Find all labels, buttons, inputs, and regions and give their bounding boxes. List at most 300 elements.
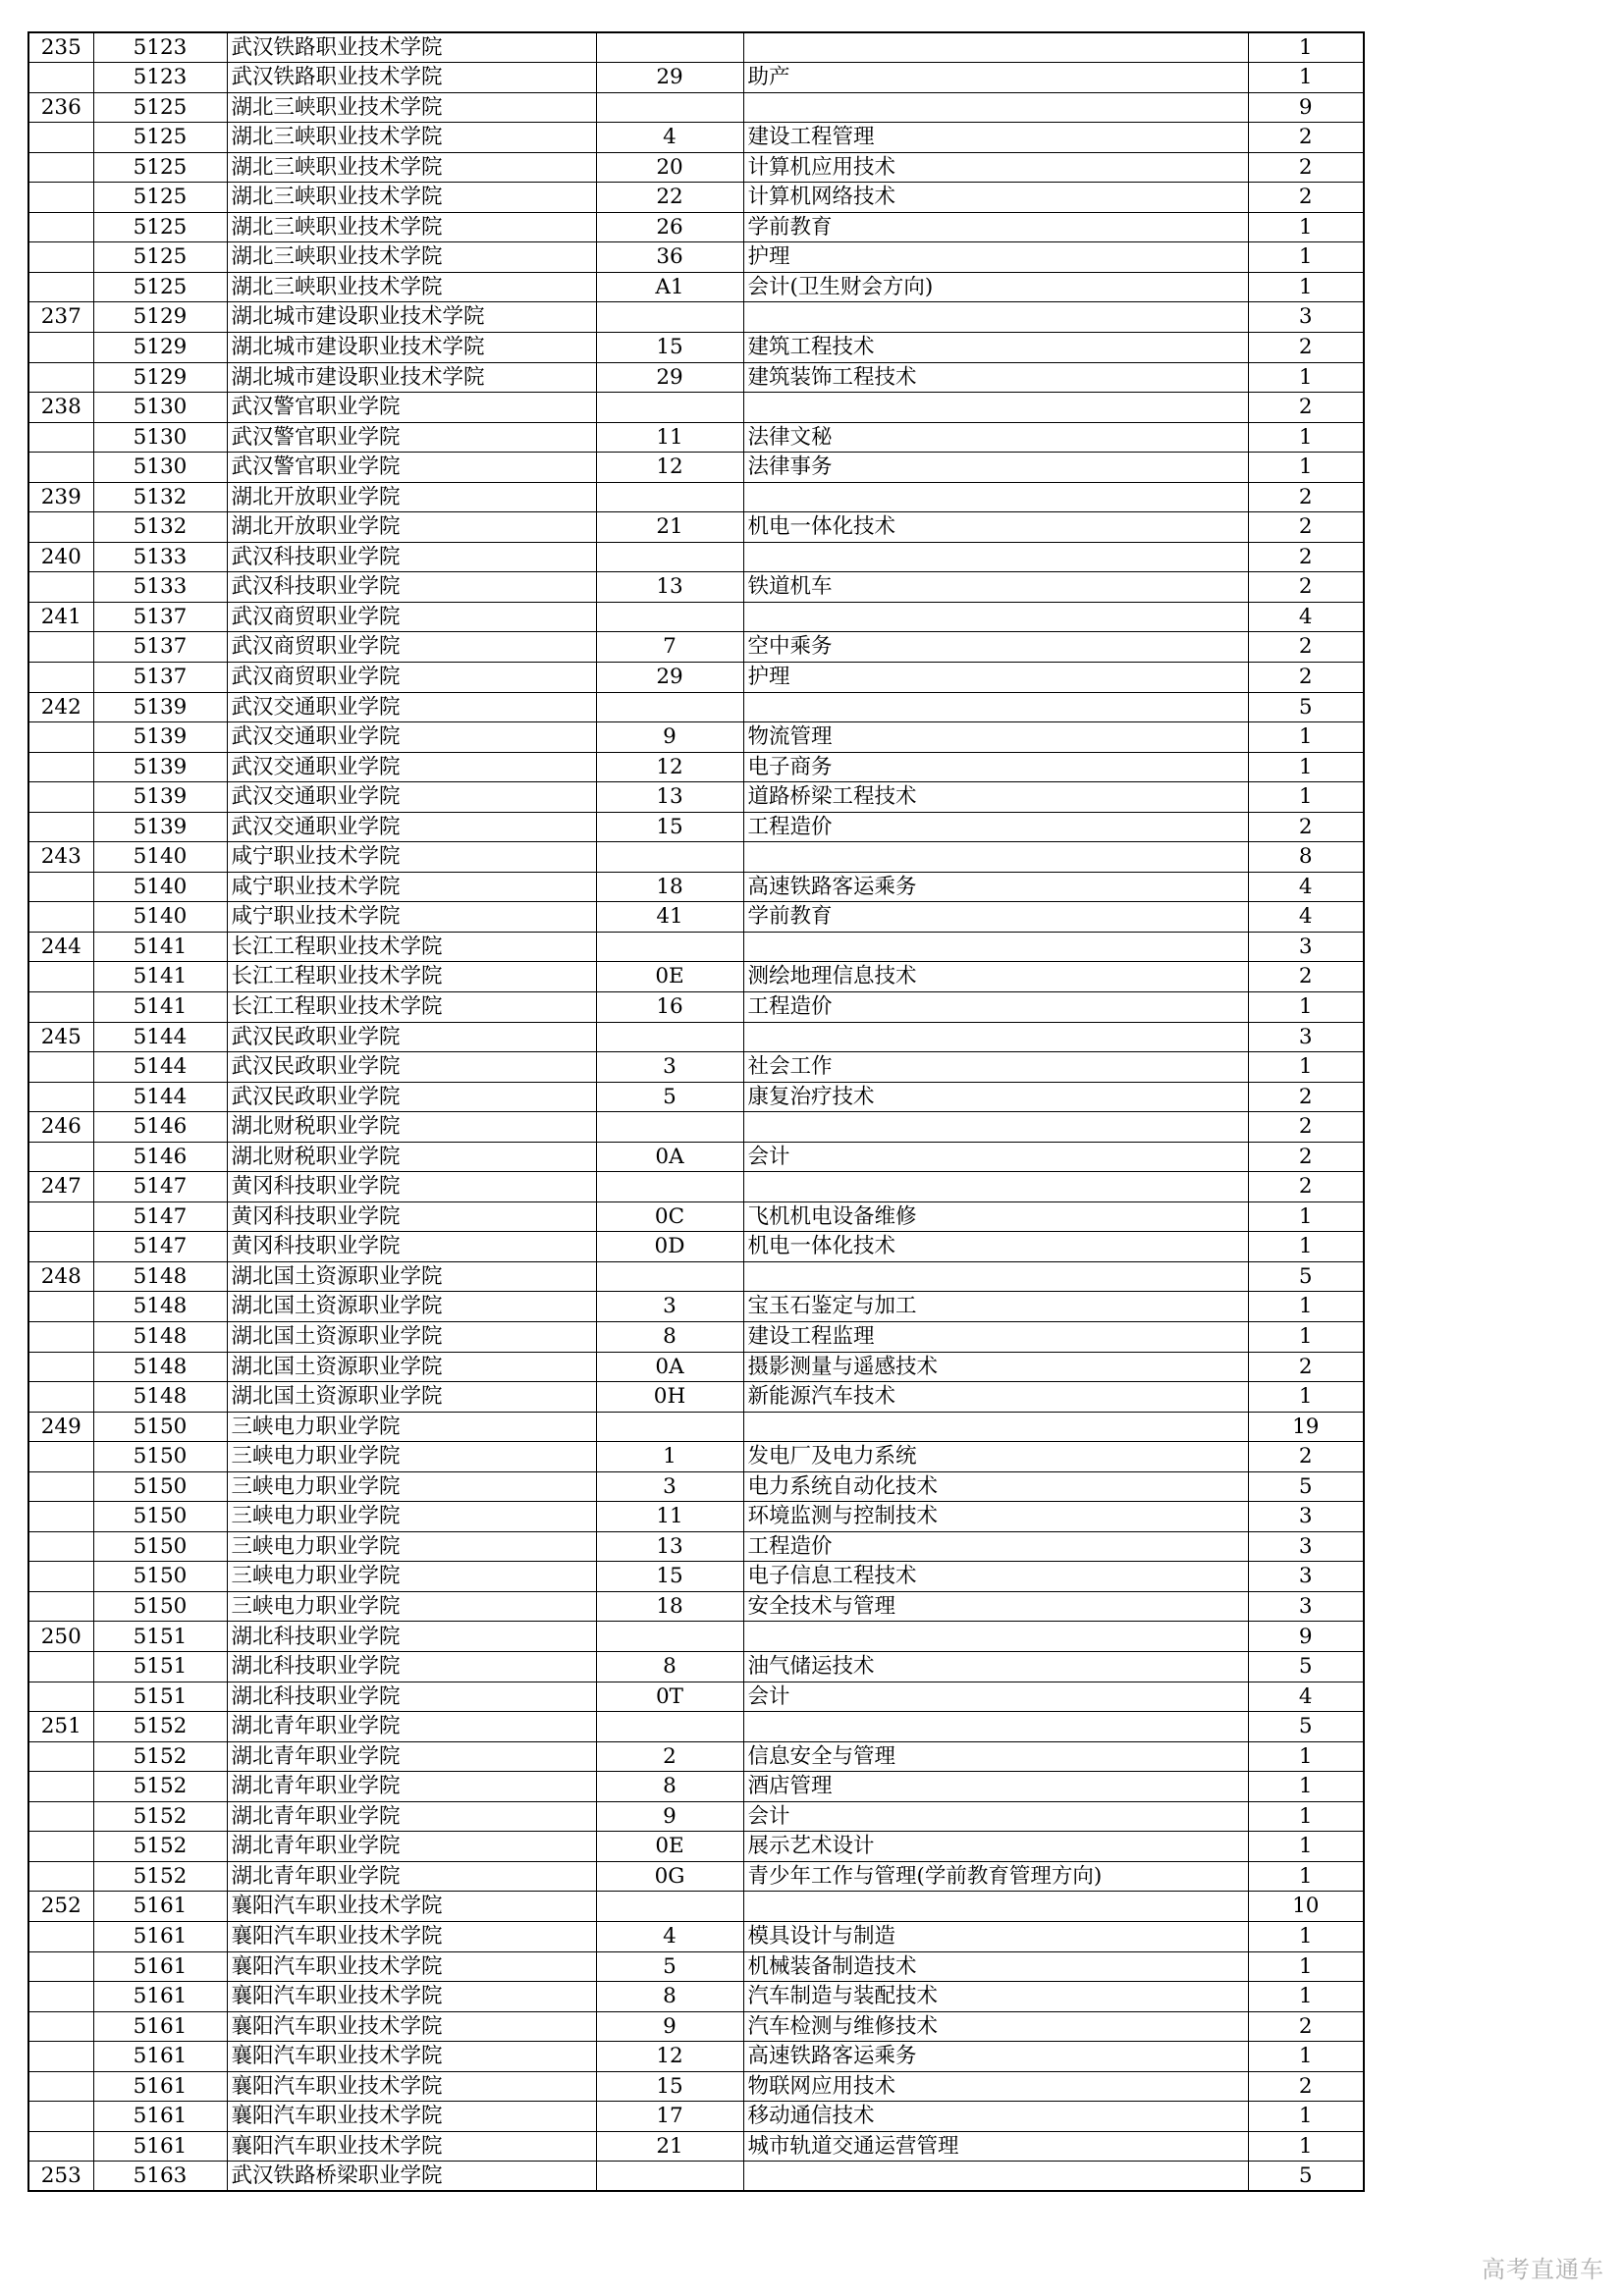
cell-sequence <box>28 1142 93 1172</box>
cell-sequence: 243 <box>28 842 93 873</box>
cell-school-code: 5161 <box>93 2102 227 2132</box>
table-row <box>28 1471 1364 1502</box>
cell-major-name <box>743 2162 1248 2192</box>
cell-plan-count: 1 <box>1248 453 1364 483</box>
table-row <box>28 2042 1364 2072</box>
watermark: 高考直通车 <box>1482 2256 1604 2283</box>
cell-major-name: 工程造价 <box>743 1531 1248 1562</box>
table-row <box>28 2162 1364 2192</box>
cell-school-code: 5130 <box>93 453 227 483</box>
cell-school-name: 三峡电力职业学院 <box>227 1442 596 1472</box>
table-row <box>28 662 1364 692</box>
cell-plan-count: 1 <box>1248 722 1364 753</box>
cell-school-name: 襄阳汽车职业技术学院 <box>227 1951 596 1982</box>
cell-sequence <box>28 962 93 992</box>
cell-school-code: 5129 <box>93 362 227 393</box>
table-row <box>28 1652 1364 1682</box>
cell-major-code: 4 <box>596 123 743 153</box>
cell-major-name <box>743 1622 1248 1652</box>
table-row <box>28 1591 1364 1622</box>
cell-plan-count: 1 <box>1248 1201 1364 1232</box>
cell-school-code: 5125 <box>93 272 227 302</box>
cell-plan-count: 1 <box>1248 422 1364 453</box>
cell-major-code: 12 <box>596 2042 743 2072</box>
cell-major-code: 36 <box>596 242 743 273</box>
cell-sequence <box>28 722 93 753</box>
cell-major-code <box>596 1892 743 1922</box>
cell-plan-count: 2 <box>1248 1442 1364 1472</box>
cell-major-name: 会计(卫生财会方向) <box>743 272 1248 302</box>
table-row <box>28 842 1364 873</box>
cell-major-name: 移动通信技术 <box>743 2102 1248 2132</box>
table-body <box>28 32 1364 2191</box>
cell-school-code: 5161 <box>93 1892 227 1922</box>
cell-school-name: 黄冈科技职业学院 <box>227 1172 596 1202</box>
cell-sequence <box>28 1741 93 1772</box>
cell-sequence <box>28 872 93 902</box>
cell-major-code: 22 <box>596 183 743 213</box>
cell-major-name <box>743 92 1248 123</box>
table-row <box>28 932 1364 962</box>
cell-school-name: 湖北科技职业学院 <box>227 1622 596 1652</box>
cell-major-code: 0C <box>596 1201 743 1232</box>
cell-school-name: 长江工程职业技术学院 <box>227 932 596 962</box>
table-row <box>28 1142 1364 1172</box>
cell-school-name: 湖北青年职业学院 <box>227 1712 596 1742</box>
cell-school-name: 黄冈科技职业学院 <box>227 1201 596 1232</box>
cell-sequence: 246 <box>28 1112 93 1143</box>
cell-sequence <box>28 1531 93 1562</box>
cell-sequence <box>28 1382 93 1413</box>
cell-school-code: 5151 <box>93 1622 227 1652</box>
cell-school-name: 襄阳汽车职业技术学院 <box>227 2102 596 2132</box>
table-row <box>28 512 1364 543</box>
table-row <box>28 1741 1364 1772</box>
cell-major-code: 3 <box>596 1471 743 1502</box>
cell-major-code: 18 <box>596 1591 743 1622</box>
table-row <box>28 302 1364 333</box>
cell-sequence <box>28 1772 93 1802</box>
cell-major-name <box>743 302 1248 333</box>
table-row <box>28 1892 1364 1922</box>
cell-school-code: 5139 <box>93 752 227 782</box>
table-row <box>28 1951 1364 1982</box>
cell-major-name: 高速铁路客运乘务 <box>743 2042 1248 2072</box>
cell-sequence <box>28 1292 93 1322</box>
cell-major-code: 13 <box>596 1531 743 1562</box>
table-row <box>28 602 1364 632</box>
cell-major-code: 13 <box>596 572 743 603</box>
cell-plan-count: 4 <box>1248 902 1364 933</box>
cell-school-code: 5144 <box>93 1082 227 1112</box>
cell-major-name: 铁道机车 <box>743 572 1248 603</box>
cell-plan-count: 2 <box>1248 123 1364 153</box>
table-row <box>28 32 1364 63</box>
cell-major-name: 油气储运技术 <box>743 1652 1248 1682</box>
cell-major-code <box>596 692 743 722</box>
cell-major-name: 工程造价 <box>743 992 1248 1023</box>
table-row <box>28 1682 1364 1712</box>
table-row <box>28 632 1364 663</box>
cell-plan-count: 2 <box>1248 1112 1364 1143</box>
cell-major-name: 酒店管理 <box>743 1772 1248 1802</box>
cell-school-name: 湖北三峡职业技术学院 <box>227 183 596 213</box>
cell-major-name: 会计 <box>743 1142 1248 1172</box>
cell-school-name: 黄冈科技职业学院 <box>227 1232 596 1262</box>
cell-school-code: 5123 <box>93 32 227 63</box>
cell-major-code: 0E <box>596 1832 743 1862</box>
cell-major-name: 护理 <box>743 242 1248 273</box>
cell-sequence <box>28 1921 93 1951</box>
cell-plan-count: 2 <box>1248 512 1364 543</box>
cell-sequence <box>28 453 93 483</box>
cell-school-name: 湖北城市建设职业技术学院 <box>227 332 596 362</box>
cell-major-name: 展示艺术设计 <box>743 1832 1248 1862</box>
cell-school-name: 武汉铁路职业技术学院 <box>227 32 596 63</box>
cell-major-code <box>596 482 743 512</box>
cell-major-name: 城市轨道交通运营管理 <box>743 2131 1248 2162</box>
cell-school-code: 5132 <box>93 512 227 543</box>
cell-plan-count: 2 <box>1248 2011 1364 2042</box>
cell-sequence <box>28 332 93 362</box>
cell-school-name: 襄阳汽车职业技术学院 <box>227 1921 596 1951</box>
cell-major-code: 9 <box>596 1801 743 1832</box>
cell-plan-count: 1 <box>1248 1801 1364 1832</box>
table-row <box>28 482 1364 512</box>
table-row <box>28 812 1364 842</box>
cell-major-code: 8 <box>596 1652 743 1682</box>
cell-school-name: 三峡电力职业学院 <box>227 1412 596 1442</box>
cell-major-code <box>596 932 743 962</box>
cell-major-code <box>596 842 743 873</box>
cell-major-name: 汽车制造与装配技术 <box>743 1982 1248 2012</box>
cell-major-code: 15 <box>596 812 743 842</box>
cell-school-code: 5139 <box>93 812 227 842</box>
cell-major-code: 0H <box>596 1382 743 1413</box>
cell-plan-count: 3 <box>1248 1022 1364 1052</box>
cell-plan-count: 1 <box>1248 1861 1364 1892</box>
cell-major-code: 5 <box>596 1951 743 1982</box>
cell-major-code: 3 <box>596 1292 743 1322</box>
cell-school-code: 5139 <box>93 692 227 722</box>
cell-sequence <box>28 422 93 453</box>
cell-school-code: 5150 <box>93 1471 227 1502</box>
cell-sequence <box>28 1682 93 1712</box>
cell-major-name: 机电一体化技术 <box>743 512 1248 543</box>
cell-major-code <box>596 1112 743 1143</box>
cell-sequence <box>28 1352 93 1382</box>
cell-school-code: 5148 <box>93 1352 227 1382</box>
cell-plan-count: 2 <box>1248 183 1364 213</box>
cell-major-name: 测绘地理信息技术 <box>743 962 1248 992</box>
cell-school-name: 湖北开放职业学院 <box>227 482 596 512</box>
cell-major-code: 21 <box>596 2131 743 2162</box>
cell-sequence <box>28 1442 93 1472</box>
cell-sequence <box>28 1591 93 1622</box>
cell-school-code: 5139 <box>93 782 227 813</box>
cell-major-code <box>596 1022 743 1052</box>
cell-school-name: 三峡电力职业学院 <box>227 1562 596 1592</box>
cell-sequence <box>28 1861 93 1892</box>
table-row <box>28 1982 1364 2012</box>
cell-school-name: 武汉商贸职业学院 <box>227 632 596 663</box>
cell-major-code: 20 <box>596 152 743 183</box>
cell-school-code: 5151 <box>93 1652 227 1682</box>
cell-major-name: 法律文秘 <box>743 422 1248 453</box>
cell-school-name: 湖北青年职业学院 <box>227 1861 596 1892</box>
cell-major-code: 0T <box>596 1682 743 1712</box>
cell-school-name: 湖北财税职业学院 <box>227 1142 596 1172</box>
cell-major-name <box>743 692 1248 722</box>
cell-school-name: 湖北国土资源职业学院 <box>227 1292 596 1322</box>
cell-major-code: 8 <box>596 1322 743 1353</box>
cell-plan-count: 2 <box>1248 662 1364 692</box>
cell-school-code: 5123 <box>93 63 227 93</box>
cell-major-name: 建筑工程技术 <box>743 332 1248 362</box>
cell-major-code: 3 <box>596 1052 743 1083</box>
table-row <box>28 2071 1364 2102</box>
cell-sequence: 251 <box>28 1712 93 1742</box>
cell-school-code: 5144 <box>93 1022 227 1052</box>
cell-plan-count: 3 <box>1248 932 1364 962</box>
cell-school-code: 5161 <box>93 1982 227 2012</box>
cell-sequence <box>28 1801 93 1832</box>
cell-plan-count: 2 <box>1248 542 1364 572</box>
cell-plan-count: 2 <box>1248 632 1364 663</box>
table-row <box>28 1292 1364 1322</box>
cell-plan-count: 1 <box>1248 2131 1364 2162</box>
table-row <box>28 1772 1364 1802</box>
cell-plan-count: 2 <box>1248 1142 1364 1172</box>
cell-plan-count: 5 <box>1248 1652 1364 1682</box>
cell-plan-count: 1 <box>1248 1322 1364 1353</box>
cell-major-code: 21 <box>596 512 743 543</box>
cell-sequence: 252 <box>28 1892 93 1922</box>
cell-school-code: 5152 <box>93 1801 227 1832</box>
cell-school-code: 5129 <box>93 332 227 362</box>
cell-school-name: 襄阳汽车职业技术学院 <box>227 1982 596 2012</box>
cell-sequence <box>28 1652 93 1682</box>
cell-school-code: 5161 <box>93 2042 227 2072</box>
cell-major-code: 7 <box>596 632 743 663</box>
cell-school-code: 5161 <box>93 1951 227 1982</box>
cell-sequence <box>28 572 93 603</box>
cell-school-name: 武汉民政职业学院 <box>227 1082 596 1112</box>
cell-school-code: 5130 <box>93 422 227 453</box>
cell-school-code: 5152 <box>93 1741 227 1772</box>
cell-school-code: 5146 <box>93 1112 227 1143</box>
cell-plan-count: 2 <box>1248 332 1364 362</box>
cell-plan-count: 1 <box>1248 272 1364 302</box>
cell-school-name: 湖北青年职业学院 <box>227 1801 596 1832</box>
cell-major-name: 物流管理 <box>743 722 1248 753</box>
table-row <box>28 692 1364 722</box>
table-row <box>28 1352 1364 1382</box>
cell-school-code: 5140 <box>93 842 227 873</box>
table-row <box>28 1502 1364 1532</box>
cell-major-code: 29 <box>596 662 743 692</box>
cell-school-name: 咸宁职业技术学院 <box>227 902 596 933</box>
cell-plan-count: 5 <box>1248 1471 1364 1502</box>
cell-sequence: 244 <box>28 932 93 962</box>
cell-sequence: 240 <box>28 542 93 572</box>
cell-school-code: 5152 <box>93 1712 227 1742</box>
cell-major-name: 空中乘务 <box>743 632 1248 663</box>
cell-sequence: 242 <box>28 692 93 722</box>
cell-sequence <box>28 123 93 153</box>
cell-major-code <box>596 1261 743 1292</box>
cell-major-code: 13 <box>596 782 743 813</box>
table-row <box>28 393 1364 423</box>
cell-sequence: 253 <box>28 2162 93 2192</box>
cell-sequence <box>28 63 93 93</box>
cell-major-code <box>596 542 743 572</box>
cell-major-name: 学前教育 <box>743 902 1248 933</box>
table-row <box>28 362 1364 393</box>
cell-major-name: 计算机网络技术 <box>743 183 1248 213</box>
cell-school-code: 5144 <box>93 1052 227 1083</box>
table-row <box>28 1832 1364 1862</box>
cell-school-name: 湖北国土资源职业学院 <box>227 1261 596 1292</box>
table-row <box>28 722 1364 753</box>
cell-sequence <box>28 632 93 663</box>
cell-sequence: 241 <box>28 602 93 632</box>
table-row <box>28 183 1364 213</box>
cell-major-code: 0D <box>596 1232 743 1262</box>
cell-school-name: 武汉铁路职业技术学院 <box>227 63 596 93</box>
cell-major-name <box>743 1712 1248 1742</box>
cell-major-code: 17 <box>596 2102 743 2132</box>
cell-major-code: 0A <box>596 1352 743 1382</box>
cell-plan-count: 2 <box>1248 152 1364 183</box>
cell-school-name: 湖北科技职业学院 <box>227 1682 596 1712</box>
cell-sequence: 239 <box>28 482 93 512</box>
cell-school-name: 武汉警官职业学院 <box>227 422 596 453</box>
table-row <box>28 1382 1364 1413</box>
cell-plan-count: 2 <box>1248 1172 1364 1202</box>
cell-sequence <box>28 152 93 183</box>
table-row <box>28 123 1364 153</box>
cell-plan-count: 3 <box>1248 302 1364 333</box>
cell-major-name: 青少年工作与管理(学前教育管理方向) <box>743 1861 1248 1892</box>
cell-plan-count: 2 <box>1248 812 1364 842</box>
cell-school-code: 5150 <box>93 1502 227 1532</box>
cell-sequence <box>28 2131 93 2162</box>
cell-school-code: 5133 <box>93 542 227 572</box>
cell-major-code: 0A <box>596 1142 743 1172</box>
cell-school-name: 湖北青年职业学院 <box>227 1772 596 1802</box>
cell-major-code: 5 <box>596 1082 743 1112</box>
table-row <box>28 1442 1364 1472</box>
cell-major-code: 1 <box>596 1442 743 1472</box>
cell-plan-count: 3 <box>1248 1562 1364 1592</box>
cell-plan-count: 1 <box>1248 1772 1364 1802</box>
cell-major-code <box>596 1172 743 1202</box>
cell-school-name: 湖北国土资源职业学院 <box>227 1352 596 1382</box>
cell-plan-count: 1 <box>1248 1832 1364 1862</box>
cell-major-name: 建筑装饰工程技术 <box>743 362 1248 393</box>
cell-major-name: 信息安全与管理 <box>743 1741 1248 1772</box>
cell-sequence <box>28 2042 93 2072</box>
cell-school-name: 湖北三峡职业技术学院 <box>227 242 596 273</box>
cell-plan-count: 5 <box>1248 1712 1364 1742</box>
cell-school-name: 武汉铁路桥梁职业学院 <box>227 2162 596 2192</box>
table-row <box>28 992 1364 1023</box>
cell-school-name: 湖北城市建设职业技术学院 <box>227 362 596 393</box>
cell-major-name: 电子商务 <box>743 752 1248 782</box>
cell-school-name: 武汉交通职业学院 <box>227 692 596 722</box>
cell-major-name: 康复治疗技术 <box>743 1082 1248 1112</box>
cell-school-name: 武汉交通职业学院 <box>227 752 596 782</box>
cell-sequence <box>28 662 93 692</box>
cell-school-code: 5125 <box>93 92 227 123</box>
cell-major-code <box>596 602 743 632</box>
cell-major-code: 4 <box>596 1921 743 1951</box>
cell-plan-count: 2 <box>1248 572 1364 603</box>
cell-school-name: 咸宁职业技术学院 <box>227 842 596 873</box>
cell-school-name: 三峡电力职业学院 <box>227 1591 596 1622</box>
cell-sequence <box>28 1562 93 1592</box>
cell-major-code: 18 <box>596 872 743 902</box>
cell-major-code <box>596 1412 743 1442</box>
table-row <box>28 782 1364 813</box>
cell-school-code: 5129 <box>93 302 227 333</box>
cell-major-code: 2 <box>596 1741 743 1772</box>
cell-school-name: 三峡电力职业学院 <box>227 1531 596 1562</box>
cell-sequence <box>28 1082 93 1112</box>
cell-major-code: 29 <box>596 63 743 93</box>
cell-school-code: 5161 <box>93 1921 227 1951</box>
table-row <box>28 902 1364 933</box>
cell-major-name: 社会工作 <box>743 1052 1248 1083</box>
cell-school-name: 湖北三峡职业技术学院 <box>227 123 596 153</box>
cell-major-code <box>596 92 743 123</box>
table-row <box>28 332 1364 362</box>
cell-major-name: 安全技术与管理 <box>743 1591 1248 1622</box>
cell-plan-count: 1 <box>1248 1741 1364 1772</box>
cell-sequence: 237 <box>28 302 93 333</box>
cell-major-name: 机械装备制造技术 <box>743 1951 1248 1982</box>
cell-school-code: 5125 <box>93 152 227 183</box>
cell-plan-count: 3 <box>1248 1502 1364 1532</box>
cell-major-code <box>596 393 743 423</box>
cell-school-code: 5130 <box>93 393 227 423</box>
cell-major-name: 电子信息工程技术 <box>743 1562 1248 1592</box>
cell-major-name: 道路桥梁工程技术 <box>743 782 1248 813</box>
cell-school-name: 襄阳汽车职业技术学院 <box>227 2131 596 2162</box>
cell-school-code: 5125 <box>93 183 227 213</box>
cell-school-name: 武汉民政职业学院 <box>227 1022 596 1052</box>
cell-major-name: 会计 <box>743 1801 1248 1832</box>
cell-sequence: 238 <box>28 393 93 423</box>
cell-school-code: 5132 <box>93 482 227 512</box>
cell-school-name: 武汉商贸职业学院 <box>227 662 596 692</box>
cell-school-name: 襄阳汽车职业技术学院 <box>227 2042 596 2072</box>
cell-school-name: 湖北国土资源职业学院 <box>227 1322 596 1353</box>
cell-sequence: 248 <box>28 1261 93 1292</box>
cell-major-code: 41 <box>596 902 743 933</box>
table-row <box>28 2102 1364 2132</box>
table-row <box>28 1921 1364 1951</box>
cell-major-name: 高速铁路客运乘务 <box>743 872 1248 902</box>
table-row <box>28 152 1364 183</box>
cell-school-code: 5139 <box>93 722 227 753</box>
cell-sequence: 245 <box>28 1022 93 1052</box>
cell-sequence <box>28 2071 93 2102</box>
cell-plan-count: 1 <box>1248 752 1364 782</box>
cell-major-name: 计算机应用技术 <box>743 152 1248 183</box>
table-row <box>28 1562 1364 1592</box>
